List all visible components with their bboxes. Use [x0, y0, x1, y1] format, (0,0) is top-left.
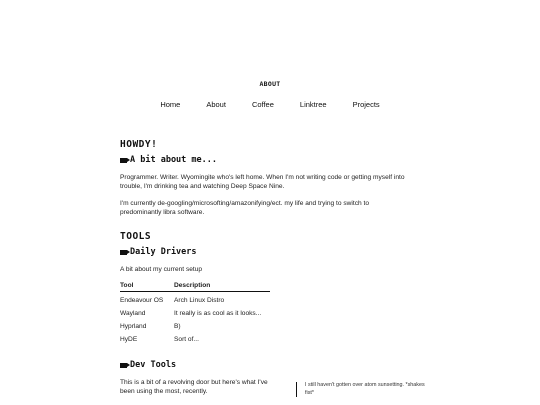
tool-name: Wayland — [120, 309, 146, 317]
daily-drivers-heading-label: Daily Drivers — [130, 247, 197, 257]
nav-coffee[interactable]: Coffee — [251, 100, 274, 109]
dev-tools-intro: This is a bit of a revolving door but here's what I've been using the most, recently. — [120, 379, 268, 395]
nav-home[interactable]: Home — [160, 100, 181, 109]
tool-description: It really is as cool as it looks... — [174, 309, 262, 317]
tools-table — [120, 282, 270, 344]
tool-description: Sort of... — [174, 335, 199, 343]
tool-name: Endeavour OS — [120, 296, 164, 304]
nav-projects[interactable]: Projects — [352, 100, 380, 109]
about-me-heading-label: A bit about me... — [130, 155, 217, 165]
tool-description: Arch Linux Distro — [174, 296, 225, 304]
tag-icon — [120, 363, 127, 368]
nav-linktree[interactable]: Linktree — [299, 100, 327, 109]
tool-description: B) — [174, 322, 181, 330]
tag-icon — [120, 250, 127, 255]
tools-heading: TOOLS — [120, 231, 152, 242]
atom-quote: I still haven't gotten over atom sunsetting. *shakes fist* — [296, 382, 435, 397]
tool-name: Hyprland — [120, 322, 147, 330]
tag-icon — [120, 158, 127, 163]
table-row — [120, 305, 270, 318]
tool-name: HyDE — [120, 335, 138, 343]
daily-drivers-heading — [120, 247, 197, 257]
table-row — [120, 318, 270, 331]
site-title: ABOUT — [259, 80, 281, 88]
dev-tools-heading — [120, 360, 176, 370]
dev-tools-heading-label: Dev Tools — [130, 360, 177, 370]
about-paragraph-1: Programmer. Writer. Wyomingite who's left home. When I'm not writing code or getting myself into trouble, I'm drinking tea and watching Deep Space Nine. — [120, 174, 405, 190]
column-header-tool: Tool — [120, 282, 174, 292]
nav-about[interactable]: About — [206, 100, 226, 109]
howdy-heading: HOWDY! — [120, 139, 158, 150]
table-header-row — [120, 282, 270, 292]
column-header-description: Description — [174, 282, 270, 292]
about-paragraph-2: I'm currently de-googling/microsofting/amazonifying/ect. my life and trying to switch to predominantly libra software. — [120, 200, 369, 216]
table-row — [120, 331, 270, 344]
main-nav — [0, 100, 540, 109]
daily-drivers-intro: A bit about my current setup — [120, 266, 203, 273]
table-row — [120, 292, 270, 306]
about-me-heading — [120, 155, 217, 165]
